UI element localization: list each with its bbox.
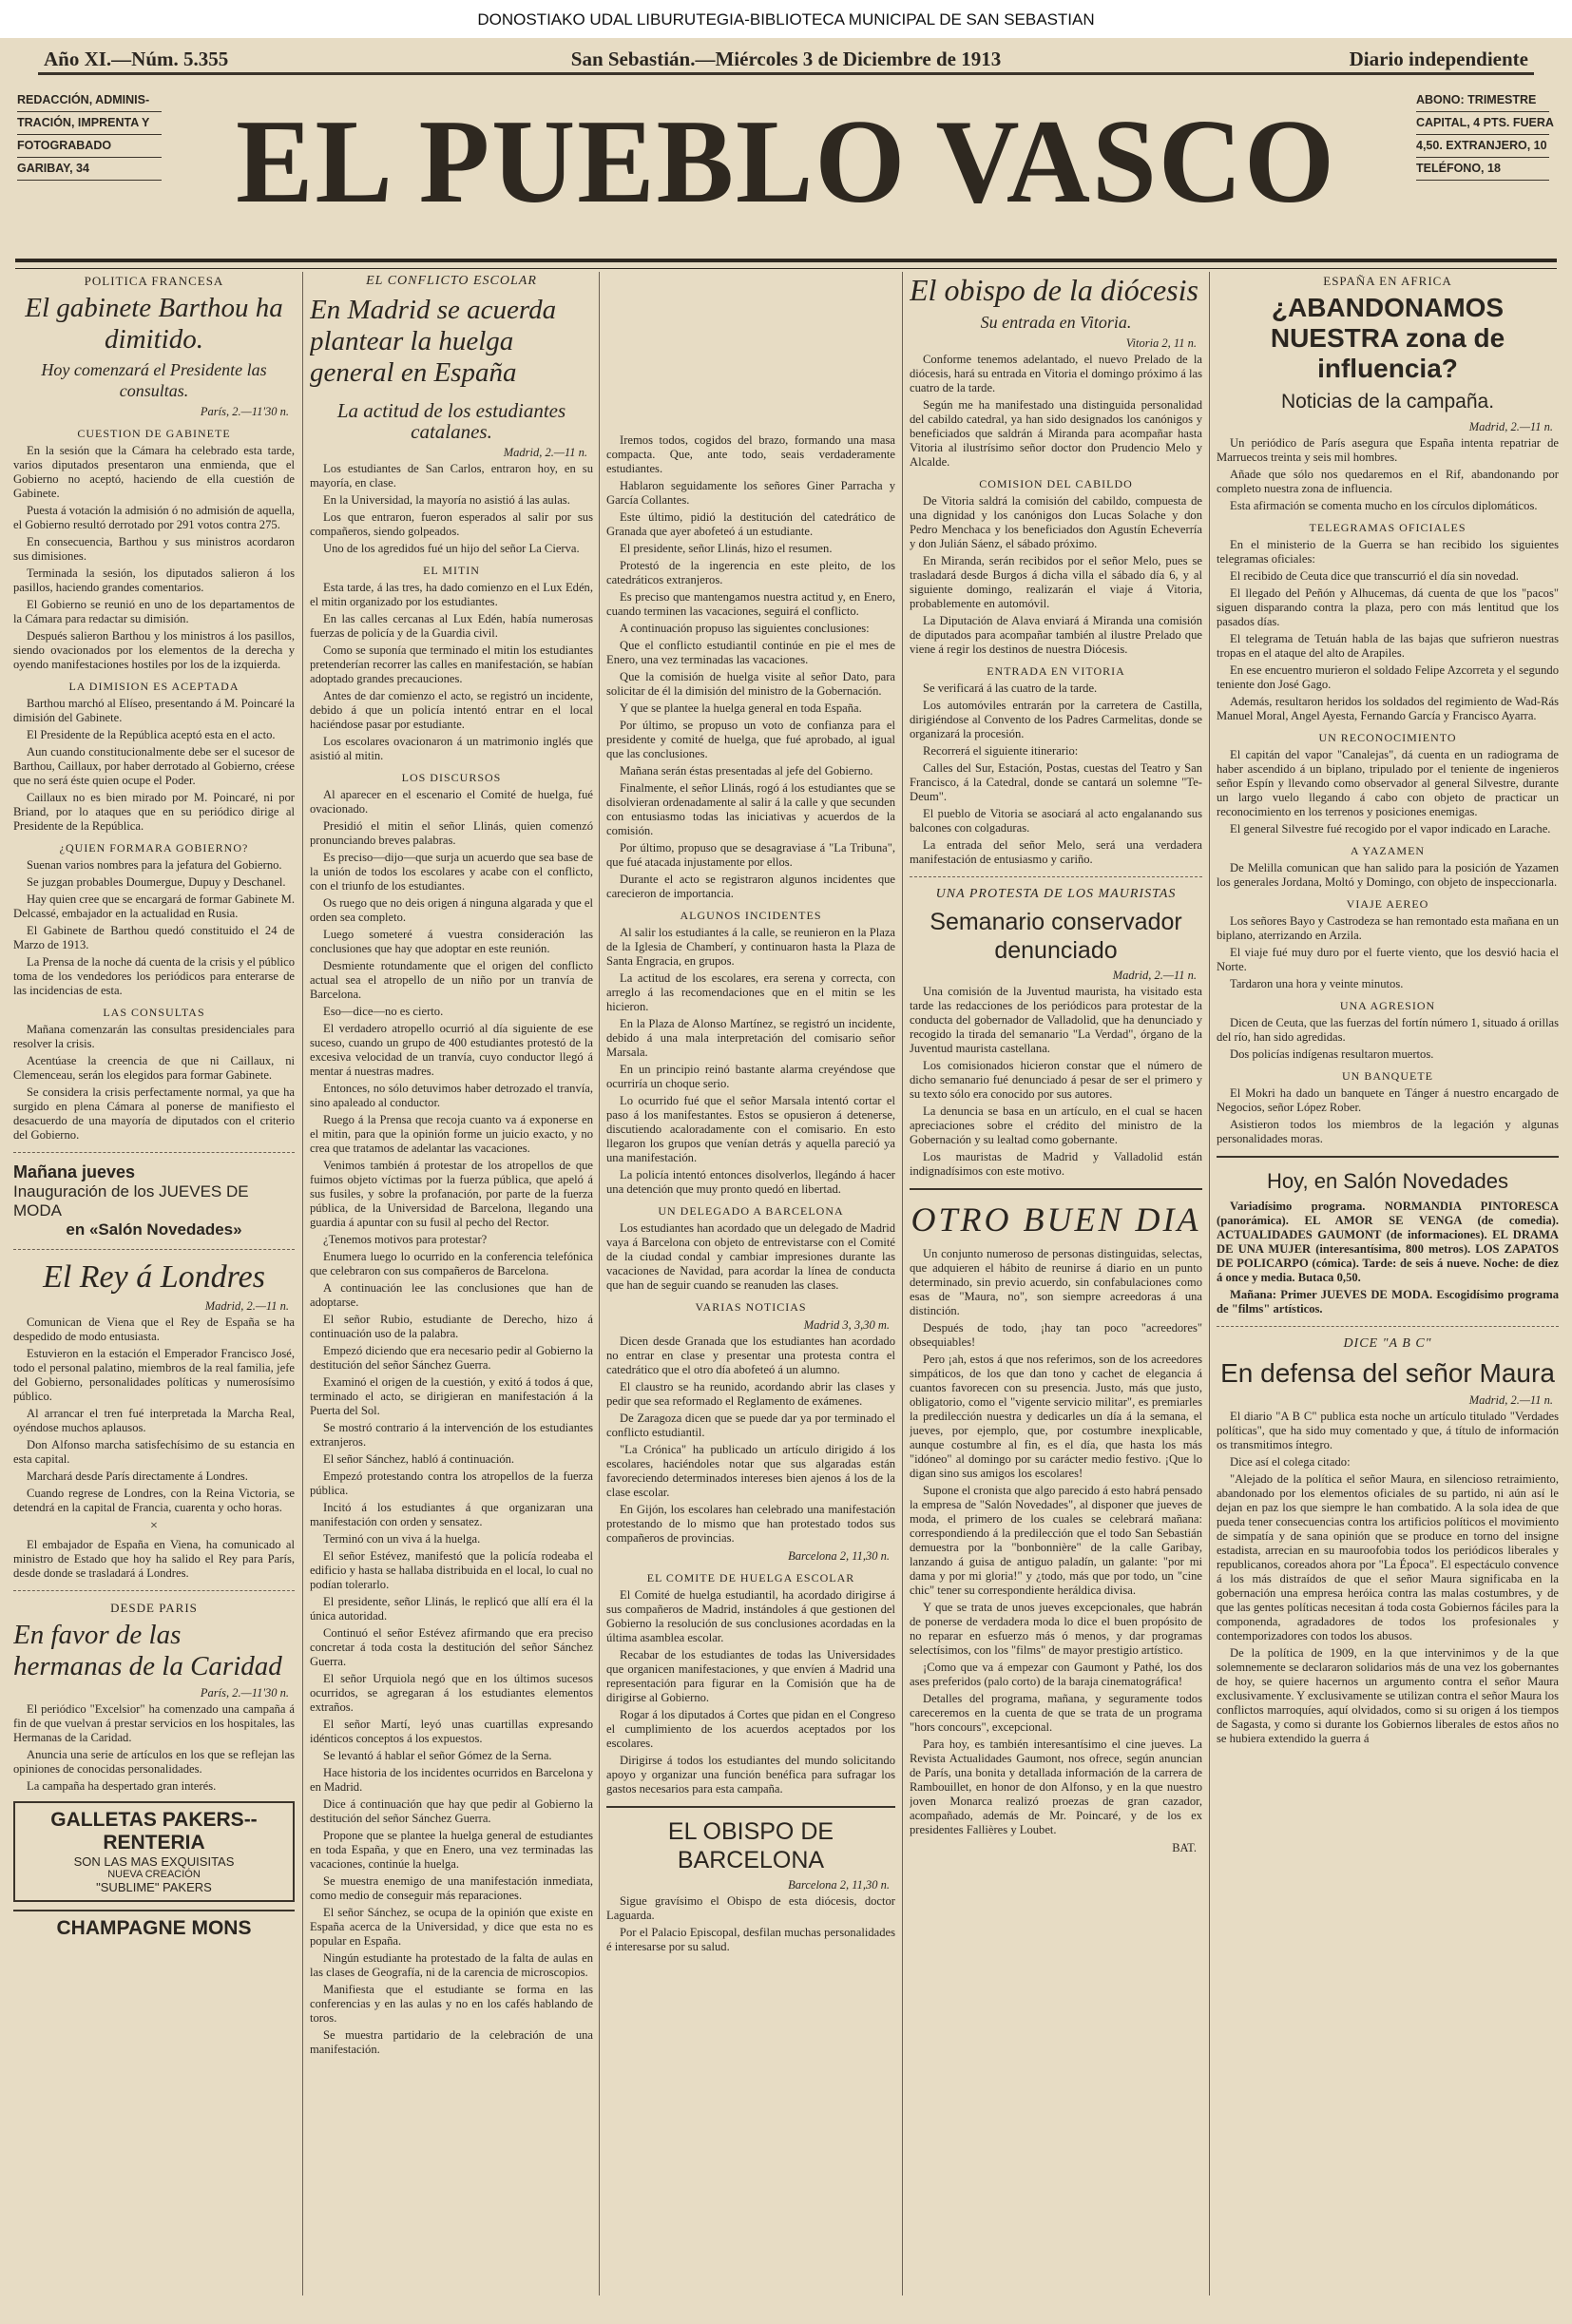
paragraph: Conforme tenemos adelantado, el nuevo Prelado de la diócesis, hará su entrada en Vitoria el domingo próximo á las cuatro de la tarde. [910,353,1202,394]
subheading: EL COMITE DE HUELGA ESCOLAR [646,1571,855,1585]
paragraph: Propone que se plantee la huelga general de estudiantes en toda España, y que en Enero, una vez terminadas las vacaciones, continúe la huelga. [310,1829,593,1871]
paragraph: Supone el cronista que algo parecido á esto habrá pensado la empresa de "Salón Novedades", al disponer que jueves de moda, el primero de los cuales se celebrará mañana: correspondiendo á la predilección que el todo San Sebastián demuestra por la "bonbonnière" de la calle Garibay, lanzando á guisa de antiguo paladín, un galante: "por mi dama y por mi gloria!" y ¿todo, más que por todo, un "cine chic" tener su correspondiente heráldica divisa. [910,1484,1202,1597]
paragraph: Para hoy, es también interesantísimo el cine jueves. La Revista Actualidades Gaumont, nos ofrece, según anuncian de París, una bonita y detallada información de la carrera de Rambouillet, en honor de don Alfonso, y en la que nuestro joven Monarca realizó proezas de gran cazador, acompañado, además de Mr. Poincaré, y de los ex presidentes Fallières y Loubet. [910,1738,1202,1836]
paragraph: En Gijón, los escolares han celebrado una manifestación protestando de lo mismo que han protestado todos sus compañeros de provincias. [606,1503,895,1545]
paragraph: El verdadero atropello ocurrió al día siguiente de ese suceso, cuando un grupo de 400 estudiantes protestó de la excesiva velocidad de un tranvía, cuyo conductor llegó á mentar á nuestras madres. [310,1022,593,1078]
paragraph: El señor Estévez, manifestó que la policía rodeaba el edificio y hasta se hallaba distribuida en el local, lo cual no podían tolerarlo. [310,1549,593,1591]
subheading: VARIAS NOTICIAS [695,1300,807,1314]
paragraph: En consecuencia, Barthou y sus ministros acordaron sus dimisiones. [13,535,295,563]
paragraph: Por el Palacio Episcopal, desfilan muchas personalidades é interesarse por su salud. [606,1926,895,1953]
paragraph: Esta tarde, á las tres, ha dado comienzo en el Lux Edén, el mitin organizado por los estudiantes. [310,581,593,608]
subheading: UN BANQUETE [1342,1069,1433,1083]
notice-line: en «Salón Novedades» [66,1220,242,1239]
dateline: Madrid, 2.—11 n. [1468,420,1553,433]
paragraph: Los estudiantes de San Carlos, entraron hoy, en su mayoría, en clase. [310,462,593,490]
paragraph: Hace historia de los incidentes ocurridos en Barcelona y en Madrid. [310,1766,593,1794]
paragraph: Rogar á los diputados á Cortes que pidan en el Congreso el cumplimiento de los acuerdos aceptados por los escolares. [606,1708,895,1750]
paragraph: Dos policías indígenas resultaron muertos. [1230,1047,1434,1061]
paragraph: El Comité de huelga estudiantil, ha acordado dirigirse á sus compañeros de Madrid, instándoles á que gestionen del Gobierno la resolución de sus conclusiones acordadas en la última asamblea escolar. [606,1588,895,1644]
paragraph: De Vitoria saldrá la comisión del cabildo, compuesta de una dignidad y los canónigos don Lucas Solache y don Pedro Menchaca y los beneficiados don Agustín Echeverría y don Julián Sáenz, el sábado próximo. [910,494,1202,550]
paragraph: Calles del Sur, Estación, Postas, cuestas del Teatro y San Francisco, á la Catedral, donde se cantará un solemne "Te-Deum". [910,761,1202,803]
paragraph: De Zaragoza dicen que se puede dar ya por terminado el conflicto estudiantil. [606,1412,895,1439]
advertisement-galletas [13,1801,295,1902]
deck-noticias-campana: Noticias de la campaña. [1280,391,1495,413]
column-rule [599,272,600,2295]
deck-entrada-vitoria: Su entrada en Vitoria. [980,313,1132,332]
paragraph: Por último, se propuso un voto de confianza para el presidente y comité de huelga, que fué aprobado, al igual que las conclusiones. [606,719,895,760]
paragraph: En ese encuentro murieron el soldado Felipe Azcorreta y el segundo teniente don José Gago. [1217,663,1559,691]
paragraph: Uno de los agredidos fué un hijo del señor La Cierva. [323,542,580,555]
paragraph: La denuncia se basa en un artículo, en el cual se hacen apreciaciones sobre el crédito del ministro de la Gobernación y su lealtad como gobernante. [910,1104,1202,1146]
paragraph: Dice á continuación que hay que pedir al Gobierno la destitución del señor Sánchez Guerra. [310,1797,593,1825]
subheading: COMISION DEL CABILDO [979,477,1133,490]
paragraph: Al salir los estudiantes á la calle, se reunieron en la Plaza de la Iglesia de Chamberí, y continuaron hasta la Plaza de Santa Engracia, en grupos. [606,926,895,968]
paragraph: Y que se trata de unos jueves excepcionales, que habrán de ponerse de verdadera moda lo dice el buen propósito de no reparar en esfuerzo más ó menos, y dar programas selectísimos, con los "films" de mayor prestigio artístico. [910,1601,1202,1657]
paragraph: Que el conflicto estudiantil continúe en pie el mes de Enero, una vez terminadas las vacaciones. [606,639,895,666]
subscription-line: ABONO: TRIMESTRE [1416,89,1549,112]
headline-huelga-general: En Madrid se acuerda plantear la huelga general en España [310,295,557,388]
paragraph: Pero ¡ah, estos á que nos referimos, son de los acreedores simpáticos, de los que dan tono y cachet de elegancia á cuantos favorecen con su presencia. Justo, más que justo, obligatorio, como el "vigente servicio militar", es premiarles la predilección nuestra y dedicarles un día á la semana, el jueves, por ejemplo, que, por costumbre inexplicable, aunque costumbre al fin, es el día, que hasta los más "idóneo" al domingo por su carácter medio festivo. ¡Que lo digan sino sus amigos los escolares! [910,1353,1202,1480]
paragraph: Protestó de la ingerencia en este pleito, de los catedráticos extranjeros. [606,559,895,586]
paragraph: Incitó á los estudiantes á que organizaran una manifestación con orden y sensatez. [310,1501,593,1528]
paragraph: A continuación propuso las siguientes conclusiones: [620,622,870,635]
issue-tagline: Diario independiente [1349,48,1528,70]
subheading: UNA AGRESION [1339,999,1436,1012]
paragraph: Se levantó á hablar el señor Gómez de la Serna. [323,1749,552,1762]
headline-rey-londres: El Rey á Londres [43,1259,265,1295]
paragraph: El presidente, señor Llinás, le replicó que allí era él la única autoridad. [310,1595,593,1623]
column-5 [1217,272,1559,2305]
newspaper-page [0,38,1572,2324]
masthead-subscription-box [1416,89,1554,181]
headline-obispo-barcelona: EL OBISPO DE BARCELONA [667,1818,834,1873]
subheading: A YAZAMEN [1350,844,1426,857]
paragraph: De la política de 1909, en la que intervinimos y de la que solemnemente se declararon solidarios más de una vez los gobernantes de hoy, se quiere hacernos un argumento contra el señor Maura exclusivamente. Y exclusivamente se utilizan contra el señor Maura los conflictos marroquíes, aquí olvidados, como si su origen á los tiempos de Sagasta, y como si durante los Gobiernos liberales de estos años no se hubiera extendido la guerra á [1217,1646,1559,1745]
masthead-address-box [17,89,162,181]
paragraph: Desmiente rotundamente que el origen del conflicto actual sea el atropello de un niño por un tranvía de Barcelona. [310,959,593,1001]
headline-defensa-maura: En defensa del señor Maura [1220,1358,1555,1388]
paragraph: En las calles cercanas al Lux Edén, había numerosas fuerzas de policía y de la Guardia civil. [310,612,593,640]
column-1 [13,272,295,2305]
paragraph: Se muestra enemigo de una manifestación inmediata, como medio de conseguir más reparaciones. [310,1874,593,1902]
paragraph: Antes de dar comienzo el acto, se registró un incidente, debido á que un policía intentó entrar en el local haciéndose pasar por estudiante. [310,689,593,731]
paragraph: El viaje fué muy duro por el fuerte viento, que los desvió hacia el Norte. [1217,946,1559,973]
paragraph: En la sesión que la Cámara ha celebrado esta tarde, varios diputados presentaron una enmienda, que el Gobierno no aceptó, haciendo de ella cuestión de Gabinete. [13,444,295,500]
paragraph: Estuvieron en la estación el Emperador Francisco José, todo el personal palatino, miembros de la real familia, jefe del Gobierno, personalidades políticas y numerosísimo público. [13,1347,295,1403]
divider [13,1249,295,1250]
divider [910,876,1202,877]
paragraph: Comunican de Viena que el Rey de España se ha despedido de modo entusiasta. [13,1316,295,1343]
advertisement-champagne [13,1910,295,1946]
ad-line: SON LAS MAS EXQUISITAS [73,1854,235,1869]
issue-info-strip [38,46,1534,75]
paragraph: En Miranda, serán recibidos por el señor Melo, pues se trasladará desde Burgos á dicha villa el sábado día 6, y al siguiente domingo, realizarán el viaje á Vitoria, probablemente en automóvil. [910,554,1202,610]
column-rule [302,272,303,2295]
paragraph: Recorrerá el siguiente itinerario: [923,744,1079,758]
headline-hermanas-caridad: En favor de las hermanas de la Caridad [13,1620,282,1681]
paragraph: Empezó diciendo que era necesario pedir al Gobierno la destitución del señor Sánchez Guerra. [310,1344,593,1372]
section-label: POLITICA FRANCESA [84,274,224,288]
paragraph: El pueblo de Vitoria se asociará al acto engalanando sus balcones con colgaduras. [910,807,1202,835]
paragraph: Se verificará á las cuatro de la tarde. [923,682,1098,695]
paragraph: ¡Como que va á empezar con Gaumont y Pathé, los dos ases preferidos (palo corto) de la baraja cinematográfica! [910,1661,1202,1688]
headline-abandonamos-zona: ¿ABANDONAMOS NUESTRA zona de influencia? [1270,293,1505,383]
paragraph: En la Plaza de Alonso Martínez, se registró un incidente, debido á una mala interpretación del comisario señor Marsala. [606,1017,895,1059]
paragraph: El recibido de Ceuta dice que transcurrió el día sin novedad. [1230,569,1519,583]
dateline: París, 2.—11'30 n. [200,405,289,418]
paragraph: En el ministerio de la Guerra se han recibido los siguientes telegramas oficiales: [1217,538,1559,566]
paragraph: Finalmente, el señor Llinás, rogó á los estudiantes que se disolvieran ordenadamente al salir á la calle y que secunden con entusiasmo todas las iniciativas y acuerdos de la comisión. [606,781,895,837]
paragraph: La policía intentó entonces disolverlos, llegándo á hacer una detención que muy pronto quedó en libertad. [606,1168,895,1196]
paragraph: El periódico "Excelsior" ha comenzado una campaña á fin de que vuelvan á prestar servicios en los hospitales, las Hermanas de la Caridad. [13,1702,295,1744]
paragraph: Ruego á la Prensa que recoja cuanto va á exponerse en el mitin, para que la opinión forme un juicio exacto, y no crea que tratamos de adelantar las vacaciones. [310,1113,593,1155]
deck-estudiantes-catalanes: La actitud de los estudiantes catalanes. [336,399,566,443]
dateline: Barcelona 2, 11,30 n. [788,1549,890,1563]
issue-number: Año XI.—Núm. 5.355 [44,48,229,70]
paragraph: El general Silvestre fué recogido por el vapor indicado en Larache. [1230,822,1551,835]
column-rule [1209,272,1210,2295]
paragraph: La actitud de los escolares, era serena y correcta, con arreglo á las recomendaciones que en el mitin se les hicieron. [606,971,895,1013]
paragraph: Ningún estudiante ha protestado de la falta de aulas en las clases de Geografía, ni de la carencia de microscopios. [310,1951,593,1979]
paragraph: Se mostró contrario á la intervención de los estudiantes extranjeros. [310,1421,593,1449]
paragraph: El embajador de España en Viena, ha comunicado al ministro de Estado que hoy ha salido el Rey para París, desde donde se trasladará á Londres. [13,1538,295,1580]
paragraph: Entonces, no sólo detuvimos haber detrozado el tranvía, sino apaleado al conductor. [310,1082,593,1109]
paragraph: Los estudiantes han acordado que un delegado de Madrid vaya á Barcelona con objeto de entrevistarse con el Comité de la ciudad condal y cambiar impresiones durante las vacaciones de Navidad, para acordar la línea de conducta que han de seguir cuando se reanuden las clases. [606,1221,895,1292]
section-label: UNA PROTESTA DE LOS MAURISTAS [935,887,1177,901]
dateline: Madrid, 2.—11 n. [503,446,587,459]
paragraph: Caillaux no es bien mirado por M. Poincaré, ni por Briand, por lo ataques que en su periódico dirige al Presidente de la República. [13,791,295,833]
paragraph: Asistieron todos los miembros de la legación y algunas personalidades moras. [1217,1118,1559,1145]
paragraph: Los que entraron, fueron esperados al salir por sus compañeros, siendo golpeados. [310,510,593,538]
masthead [15,80,1557,253]
issue-date: San Sebastián.—Miércoles 3 de Diciembre de 1913 [570,48,1002,70]
column-2 [310,272,593,2305]
paragraph: Marchará desde París directamente á Londres. [27,1469,248,1483]
subheading: EL MITIN [423,564,480,577]
paragraph: Los automóviles entrarán por la carretera de Castilla, dirigiéndose al Convento de los Padres Carmelitas, donde se organizará la procesión. [910,699,1202,740]
paragraph: Dice así el colega citado: [1230,1455,1351,1469]
divider [910,1188,1202,1190]
paragraph: Los mauristas de Madrid y Valladolid están indignadísimos con este motivo. [910,1150,1202,1178]
headline-semanario-denunciado: Semanario conservador denunciado [930,909,1182,964]
paragraph: El Gabinete de Barthou quedó constituido el 24 de Marzo de 1913. [13,924,295,951]
paragraph: Anuncia una serie de artículos en los que se reflejan las opiniones de conocidas personalidades. [13,1748,295,1776]
paragraph: Puesta á votación la admisión ó no admisión de aquella, el Gobierno resultó derrotado por 291 votos contra 275. [13,504,295,531]
paragraph: El Gobierno se reunió en uno de los departamentos de la Cámara para redactar su dimisión. [13,598,295,625]
paragraph: El Presidente de la República aceptó esta en el acto. [27,728,276,741]
paragraph: Continuó el señor Estévez afirmando que era preciso concretar á toda costa la destitución del señor Sánchez Guerra. [310,1626,593,1668]
paragraph: La campaña ha despertado gran interés. [27,1779,217,1793]
paragraph: El llegado del Peñón y Alhucemas, dá cuenta de que los "pacos" siguen disparando contra la plaza, pero con más lentitud que los pasados días. [1217,586,1559,628]
paragraph: El señor Sánchez, se ocupa de la opinión que existe en España acerca de la Universidad, y dice que esta no es popular en España. [310,1906,593,1948]
paragraph: Acentúase la creencia de que ni Caillaux, ni Clemenceau, serán los elegidos para formar Gabinete. [13,1054,295,1082]
paragraph: "Alejado de la política el señor Maura, en silencioso retraimiento, abandonado por los elementos oficiales de su partido, ni aún así le dejan en paz los que siempre le han combatido. A la sola idea de que pueda tener consecuencias contra los artificios políticos el movimiento de simpatía y de sana opinión que se produce en torno del insigne estadista, arrecian en su mauroofobia todos los periódicos liberales y republicanos, coreados ahora por "La Época". El espectáculo convence á los más distraídos de que el señor Maura significaba en la gobernación una empresa heróica contra las malas costumbres, y de que las gentes políticas necesitan á toda costa Gobiernos fáciles para la componenda, agradadores de todos los profesionales y contemporizadores con todos los abusos. [1217,1472,1559,1642]
library-banner: DONOSTIAKO UDAL LIBURUTEGIA-BIBLIOTECA MUNICIPAL DE SAN SEBASTIAN [0,0,1572,38]
address-line: TRACIÓN, IMPRENTA Y [17,112,162,135]
notice-line: Mañana jueves [13,1162,136,1181]
address-line: REDACCIÓN, ADMINIS- [17,89,162,112]
paragraph: Iremos todos, cogidos del brazo, formando una masa compacta. Que, ante todo, seais verdaderamente estudiantes. [606,433,895,475]
paragraph: El capitán del vapor "Canalejas", dá cuenta en un radiograma de haber ascendido á un biplano, tripulado por el teniente de ingenieros señor Espín y llevando como observador al general Silvestre, durante un largo vuelo llegando á cabo con objeto de practicar un reconocimiento en los terrenos y posiciones enemigas. [1217,748,1559,818]
ad-line: NUEVA CREACIÓN [107,1869,201,1880]
newspaper-title: EL PUEBLO VASCO [236,95,1336,229]
paragraph: Añade que sólo nos quedaremos en el Rif, abandonando por completo nuestra zona de influencia. [1217,468,1559,495]
paragraph: En un principio reinó bastante alarma creyéndose que ocurriría un choque serio. [606,1063,895,1090]
paragraph: Se juzgan probables Doumergue, Dupuy y Deschanel. [27,875,286,889]
paragraph: Terminada la sesión, los diputados salieron á los pasillos, haciendo grandes comentarios. [13,567,295,594]
paragraph: El diario "A B C" publica esta noche un artículo titulado "Verdades políticas", que ha sido muy comentado y que, á título de información os transmitimos íntegro. [1217,1410,1559,1451]
column-3 [606,433,895,2305]
headline-barthou: El gabinete Barthou ha dimitido. [25,293,283,355]
paragraph: Este último, pidió la destitución del catedrático de Granada que ayer abofeteó á un estudiante. [606,510,895,538]
subheading: LA DIMISION ES ACEPTADA [68,680,240,693]
paragraph: Mañana serán éstas presentadas al jefe del Gobierno. [620,764,873,778]
subscription-line: 4,50. EXTRANJERO, 10 [1416,135,1549,158]
paragraph: Venimos también á protestar de los atropellos de que fuimos objeto víctimas por la fuerza pública, que apeló á sus fusiles, y sobre la profanación, por parte de la fuerza pública, de la Universidad de Barcelona, llegando una guardia á apuntar con su fusil al pecho del Rector. [310,1159,593,1229]
paragraph: Terminó con un viva á la huelga. [323,1532,481,1546]
paragraph: Presidió el mitin el señor Llinás, quien comenzó pronunciando breves palabras. [310,819,593,847]
headline-obispo-diocesis: El obispo de la diócesis [910,273,1198,307]
subscription-line: CAPITAL, 4 PTS. FUERA [1416,112,1549,135]
paragraph: Es preciso que mantengamos nuestra actitud y, en Enero, cuando terminen las vacaciones, seguirá el conflicto. [606,590,895,618]
paragraph: El claustro se ha reunido, acordando abrir las clases y pedir que sea reformado el Reglamento de exámenes. [606,1380,895,1408]
paragraph: Examinó el origen de la cuestión, y exitó á todos á que, terminado el acto, se dirigieran en manifestación á la Puerta del Sol. [310,1375,593,1417]
paragraph: Suenan varios nombres para la jefatura del Gobierno. [27,858,282,872]
paragraph: Los escolares ovacionaron á un matrimonio inglés que asistió al mitin. [310,735,593,762]
paragraph: Don Alfonso marcha satisfechísimo de su estancia en esta capital. [13,1438,295,1466]
paragraph: Un periódico de París asegura que España intenta repatriar de Marruecos treinta y seis mil hombres. [1217,436,1559,464]
divider [13,1152,295,1153]
divider [1217,1156,1559,1158]
dateline: Barcelona 2, 11,30 n. [788,1878,890,1892]
paragraph: Luego someteré á vuestra consideración las conclusiones que hay que adoptar en este reunión. [310,928,593,955]
paragraph: ¿Tenemos motivos para protestar? [323,1233,488,1246]
subheading: LOS DISCURSOS [401,771,502,784]
section-label: DESDE PARIS [110,1601,198,1615]
paragraph: Enumera luego lo ocurrido en la conferencia telefónica que celebraron con sus compañeros de Barcelona. [310,1250,593,1277]
paragraph: "La Crónica" ha publicado un artículo dirigido á los escolares, haciéndoles notar que sus algaradas están favoreciendo determinados intereses bien ajenos á los de la clase escolar. [606,1443,895,1499]
paragraph: Una comisión de la Juventud maurista, ha visitado esta tarde las redacciones de los periódicos para protestar de la conducta del gobernador de Valladolid, que ha denunciado y recogido la tirada del semanario "La Verdad", órgano de la Juventud maurista castellana. [910,985,1202,1055]
paragraph: Detalles del programa, mañana, y seguramente todos careceremos en la cuenta de que se trata de un programa "hors concours", excepcional. [910,1692,1202,1734]
ad-line: GALLETAS PAKERS-- RENTERIA [50,1809,258,1853]
divider [13,1590,295,1591]
address-line: GARIBAY, 34 [17,158,162,181]
paragraph: El telegrama de Tetuán habla de las bajas que sufrieron nuestras tropas en el ataque del alto de Arapiles. [1217,632,1559,660]
paragraph: Que la comisión de huelga visite al señor Dato, para solicitar de él la dimisión del ministro de la Gobernación. [606,670,895,698]
paragraph: Aun cuando constitucionalmente debe ser el sucesor de Barthou, Caillaux, por haber derrotado al Gobierno, créese que no será éste quien ocupe el Poder. [13,745,295,787]
paragraph: Lo ocurrido fué que el señor Marsala intentó cortar el paso á los manifestantes. Estos se opusieron á detenerse, discutiendo acaloradamente con el comisario. En esto llegaron los grupos que venían detrás y aquella pareció ya una manifestación. [606,1094,895,1164]
paragraph: Tardaron una hora y veinte minutos. [1230,977,1404,990]
paragraph: El señor Urquiola negó que en los últimos sucesos ocurridos, se agregaran á los estudiantes elementos extraños. [310,1672,593,1714]
dateline: Madrid, 2.—11 n. [1112,969,1197,982]
paragraph: Después de todo, ¡hay tan poco "acreedores" obsequiables! [910,1321,1202,1349]
paragraph: Como se suponía que terminado el mitin los estudiantes pretenderían recorrer las calles en manifestación, se habían adoptado grandes precauciones. [310,643,593,685]
masthead-rule [15,259,1557,269]
dateline: Madrid 3, 3,30 m. [803,1318,890,1332]
divider [1217,1326,1559,1327]
paragraph: El señor Martí, leyó unas cuartillas expresando idénticos conceptos á los expuestos. [310,1718,593,1745]
paragraph: Además, resultaron heridos los soldados del regimiento de Wad-Rás Manuel Moral, Angel Ayesta, Fernando García y Francisco Ayarra. [1217,695,1559,722]
dateline: Madrid, 2.—11 n. [1468,1393,1553,1407]
paragraph: Sigue gravísimo el Obispo de esta diócesis, doctor Laguarda. [606,1894,895,1922]
subheading: CUESTION DE GABINETE [77,427,231,440]
paragraph: Después salieron Barthou y los ministros á los pasillos, siendo ovacionados por los elementos de la derecha y oyendo manifestaciones hostiles por los de la izquierda. [13,629,295,671]
paragraph: Al aparecer en el escenario el Comité de huelga, fué ovacionado. [310,788,593,816]
author-signature: BAT. [1172,1841,1197,1854]
paragraph: Hablaron seguidamente los señores Giner Parracha y García Collantes. [606,479,895,507]
ad-line: CHAMPAGNE MONS [56,1917,252,1939]
address-line: FOTOGRABADO [17,135,162,158]
dateline: París, 2.—11'30 n. [200,1686,289,1700]
paragraph: Los comisionados hicieron constar que el número de dicho semanario fué denunciado á pesar de ser el primero y su texto sólo era conocido por sus autores. [910,1059,1202,1101]
paragraph: Un conjunto numeroso de personas distinguidas, selectas, que adquieren el hábito de reunirse á diario en un punto determinado, sin previo acuerdo, sin confabulaciones como esas de "Maura, no", son siempre acreedoras á una distinción. [910,1247,1202,1317]
subscription-line: TELÉFONO, 18 [1416,158,1549,181]
paragraph: Por último, propuso que se desagraviase á "La Tribuna", que fué atacada injustamente por ellos. [606,841,895,869]
section-label: DICE "A B C" [1343,1336,1432,1351]
paragraph: El presidente, señor Llinás, hizo el resumen. [620,542,833,555]
subheading: VIAJE AEREO [1346,897,1429,911]
paragraph: La entrada del señor Melo, será una verdadera manifestación de entusiasmo y cariño. [910,838,1202,866]
paragraph: En la Universidad, la mayoría no asistió á las aulas. [323,493,570,507]
paragraph: A continuación lee las conclusiones que han de adoptarse. [310,1281,593,1309]
section-label: EL CONFLICTO ESCOLAR [366,274,537,288]
paragraph: Eso—dice—no es cierto. [323,1005,444,1018]
paragraph: Empezó protestando contra los atropellos de la fuerza pública. [310,1469,593,1497]
paragraph: Los señores Bayo y Castrodeza se han remontado esta mañana en un biplano, aterrizando en Arzila. [1217,914,1559,942]
paragraph: Dicen desde Granada que los estudiantes han acordado no entrar en clase y presentar una protesta contra el catedrático que el otro día abofeteó á un alumno. [606,1335,895,1376]
subheading: TELEGRAMAS OFICIALES [1309,521,1467,534]
paragraph: Dicen de Ceuta, que las fuerzas del fortín número 1, situado á orillas del río, han sido agredidas. [1217,1016,1559,1044]
subheading: ENTRADA EN VITORIA [987,664,1125,678]
paragraph: Se considera la crisis perfectamente normal, ya que ha surgido en plena Cámara al ponerse de manifiesto el desacuerdo de una mayoría de diputados con el criterio del Gobierno. [13,1085,295,1142]
headline-otro-buen-dia: OTRO BUEN DIA [911,1200,1201,1239]
paragraph: Variadísimo programa. NORMANDIA PINTORESCA (panorámica). EL AMOR SE VENGA (de comedia). ACTUALIDADES GAUMONT (de informaciones). EL DRAMA DE UNA MUJER (interesantísima, 800 metros). LOS ZAPATOS DE POLICARPO (cómica). Tarde: de seis á nueve. Noche: de diez á once y media. Butaca 0,50. [1217,1200,1559,1284]
subheading: ALGUNOS INCIDENTES [680,909,822,922]
subheading: UN RECONOCIMIENTO [1318,731,1457,744]
separator-mark: × [150,1519,158,1533]
paragraph: La Diputación de Alava enviará á Miranda una comisión de diputados para acompañar también al ilustre Prelado que viene á regir los destinos de nuestra Diócesis. [910,614,1202,656]
dateline: Madrid, 2.—11 n. [204,1299,289,1313]
paragraph: Recabar de los estudiantes de todas las Universidades que organicen manifestaciones, y que envíen á Madrid una representación para figurar en la Comisión que ha de dirigirse al Gobierno. [606,1648,895,1704]
deck-barthou: Hoy comenzará el Presidente las consultas. [41,360,267,400]
column-rule [902,272,903,2295]
paragraph: El señor Sánchez, habló á continuación. [323,1452,515,1466]
headline-salon-novedades: Hoy, en Salón Novedades [1267,1169,1508,1193]
section-label: ESPAÑA EN AFRICA [1323,274,1452,288]
paragraph: Os ruego que no deis origen á ninguna algarada y que el orden sea completo. [310,896,593,924]
paragraph: Al arrancar el tren fué interpretada la Marcha Real, oyéndose muchos aplausos. [13,1407,295,1434]
paragraph: Es preciso—dijo—que surja un acuerdo que sea base de la unión de todos los escolares y acabe con el conflicto, con el triunfo de los estudiantes. [310,851,593,893]
paragraph: Dirigirse á todos los estudiantes del mundo solicitando apoyo y organizar una función benéfica para sufragar los gastos necesarios para esta campaña. [606,1754,895,1796]
paragraph: Se muestra partidario de la celebración de una manifestación. [310,2028,593,2056]
paragraph: El Mokri ha dado un banquete en Tánger á nuestro encargado de Negocios, señor López Rober. [1217,1086,1559,1114]
paragraph: El señor Rubio, estudiante de Derecho, hizo á continuación uso de la palabra. [310,1313,593,1340]
column-4 [910,272,1202,2305]
ad-line: "SUBLIME" PAKERS [96,1880,212,1894]
paragraph: Esta afirmación se comenta mucho en los círculos diplomáticos. [1230,499,1538,512]
paragraph: De Melilla comunican que han salido para la posición de Yazamen los generales Jordana, Moltó y Domingo, con objeto de inspeccionarla. [1217,861,1559,889]
paragraph: Durante el acto se registraron algunos incidentes que carecieron de importancia. [606,873,895,900]
paragraph: Manifiesta que el estudiante se forma en las conferencias y en las aulas y no en los cafés hablando de toros. [310,1983,593,2025]
paragraph: Y que se plantee la huelga general en toda España. [620,701,862,715]
paragraph: Según me ha manifestado una distinguida personalidad del cabildo catedral, ya han sido designados los canónigos y beneficiados que saldrán á Miranda para acompañar hasta Vitoria al ilustrísimo señor doctor don Prudencio Melo y Alcalde. [910,398,1202,469]
paragraph: Hay quien cree que se encargará de formar Gabinete M. Delcassé, embajador en la actualidad en Rusia. [13,893,295,920]
paragraph: Cuando regrese de Londres, con la Reina Victoria, se detendrá en la capital de Francia, cuarenta y ocho horas. [13,1487,295,1514]
paragraph: Mañana: Primer JUEVES DE MODA. Escogidísimo programa de "films" artísticos. [1217,1288,1559,1316]
paragraph: Barthou marchó al Elíseo, presentando á M. Poincaré la dimisión del Gabinete. [13,697,295,724]
subheading: UN DELEGADO A BARCELONA [658,1204,844,1218]
subheading: ¿QUIEN FORMARA GOBIERNO? [59,841,249,855]
subheading: LAS CONSULTAS [103,1006,205,1019]
paragraph: La Prensa de la noche dá cuenta de la crisis y el público toma de los vendedores los periódicos para enterarse de las incidencias de esta. [13,955,295,997]
notice-line: Inauguración de los JUEVES DE MODA [13,1182,249,1220]
dateline: Vitoria 2, 11 n. [1125,336,1197,350]
divider [606,1806,895,1808]
paragraph: Mañana comenzarán las consultas presidenciales para resolver la crisis. [13,1023,295,1050]
